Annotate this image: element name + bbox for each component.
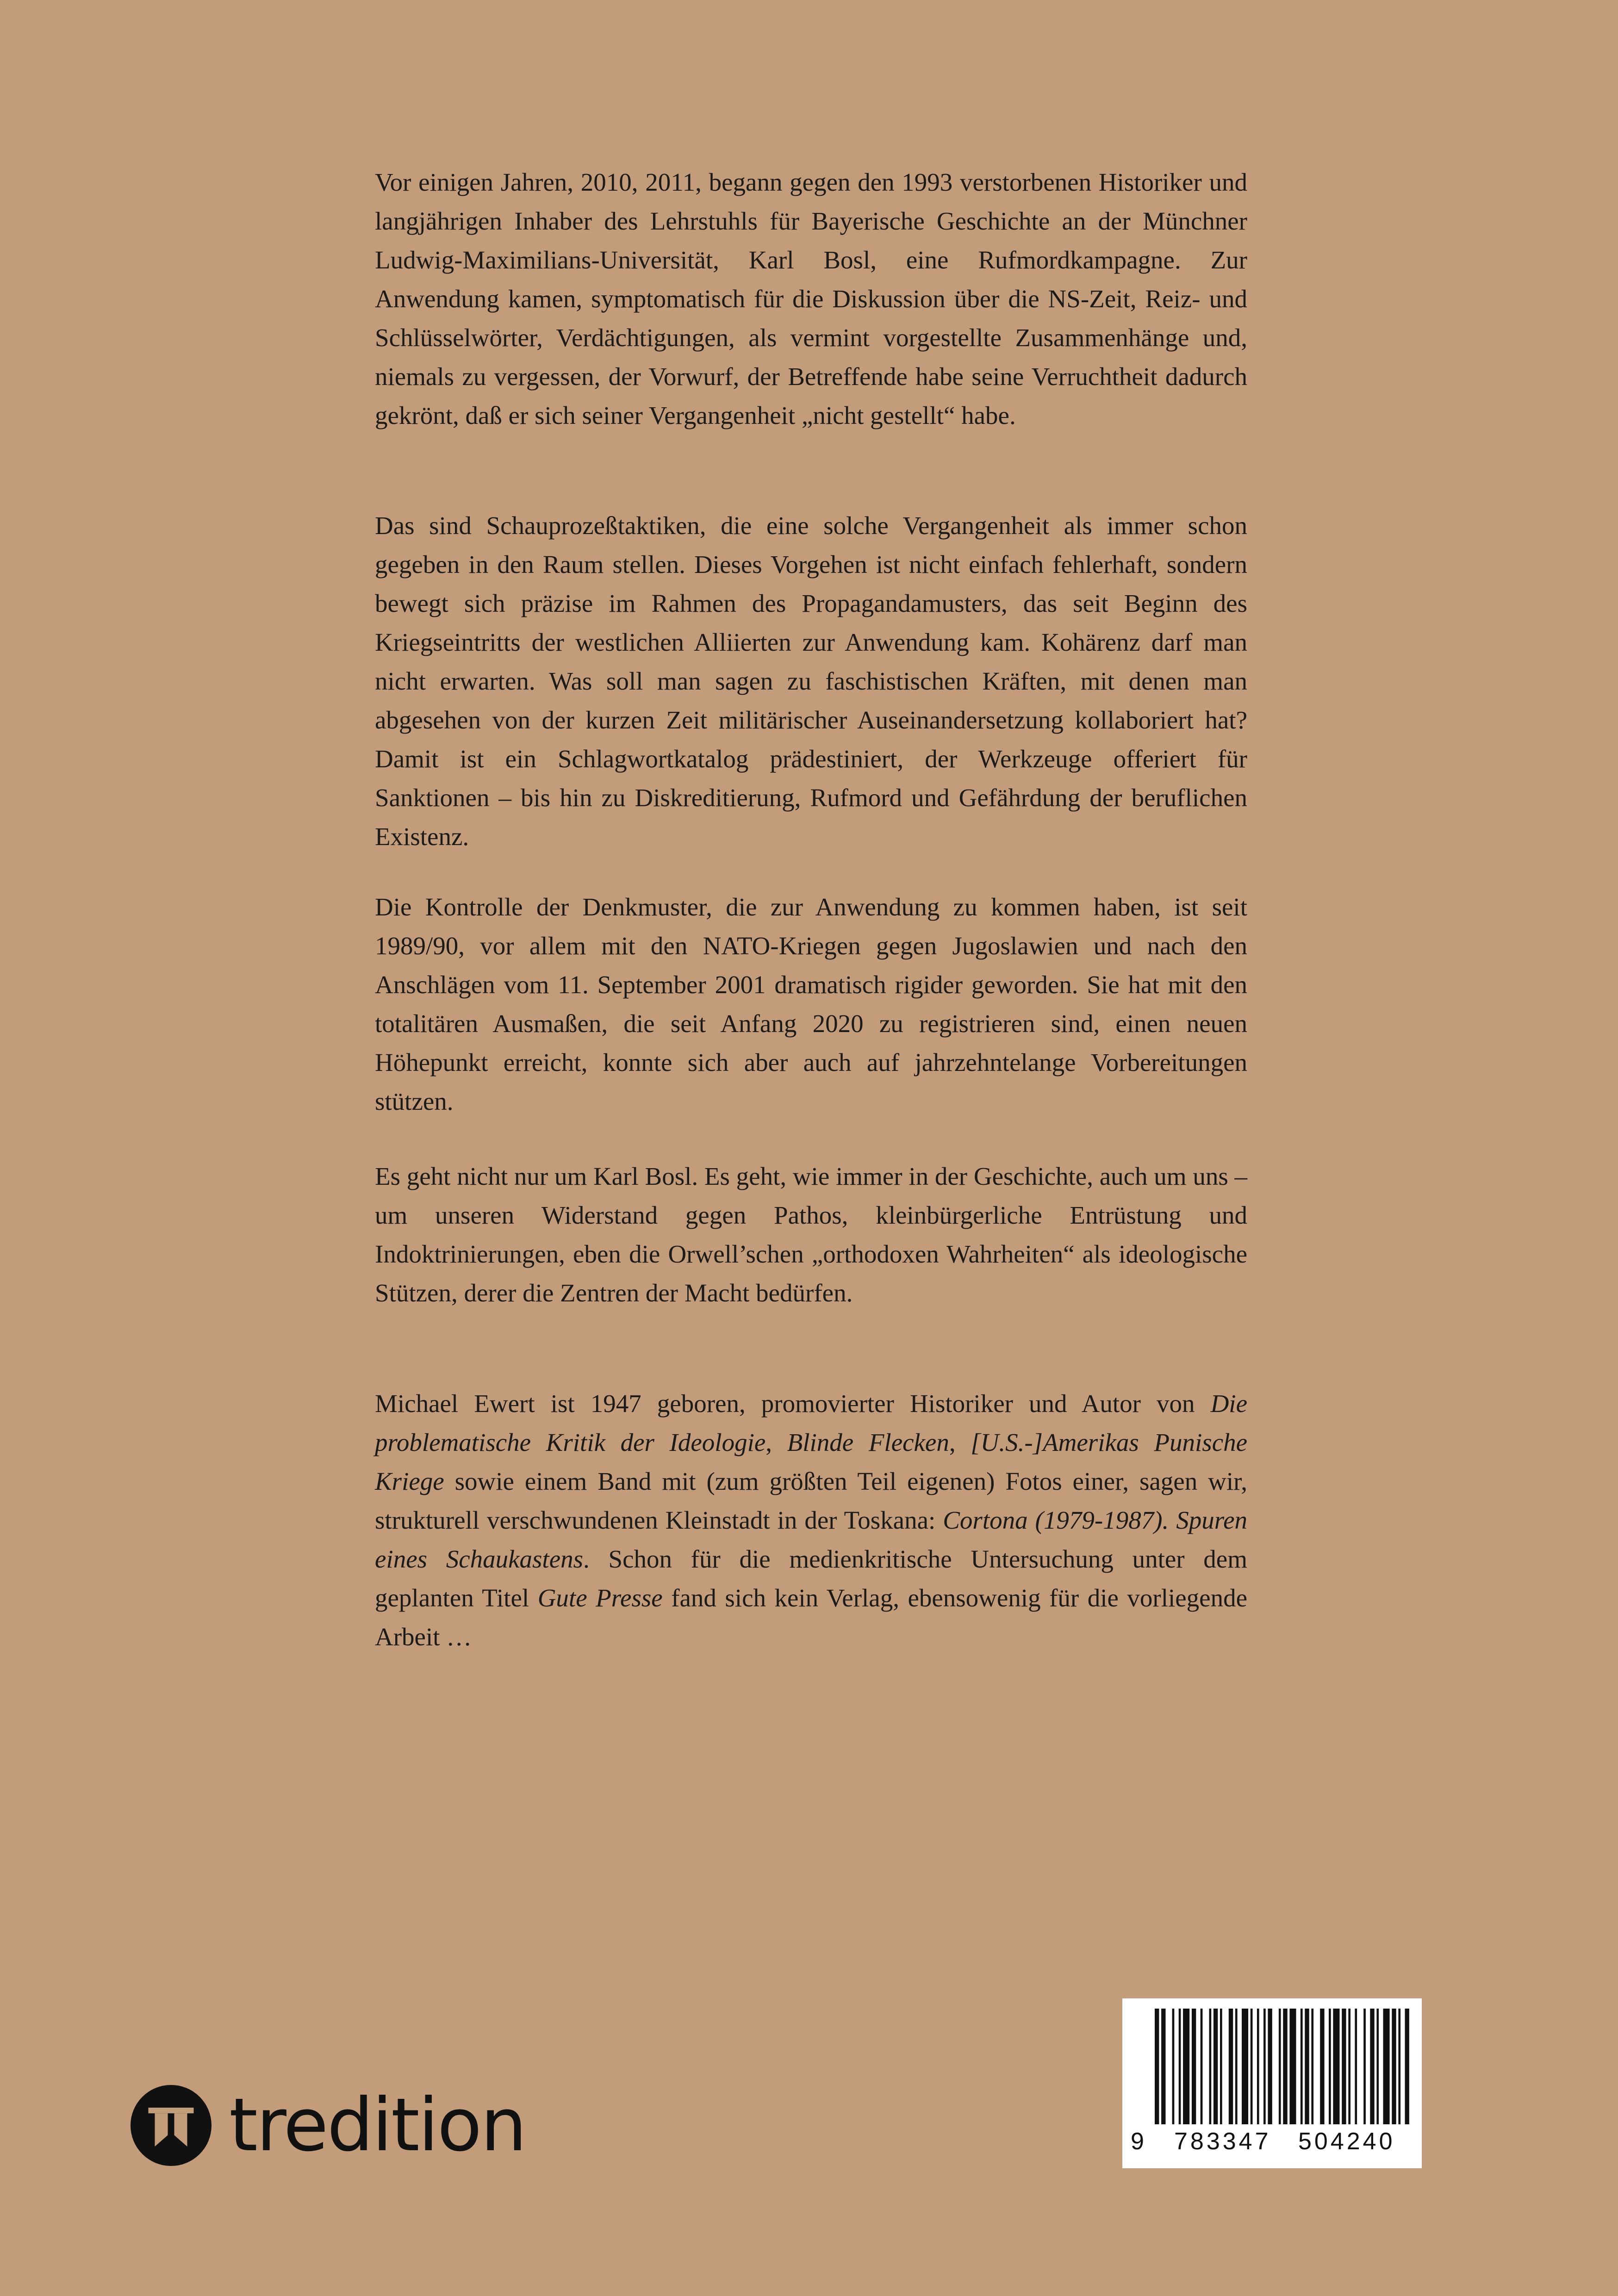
barcode-bar xyxy=(1329,2009,1331,2124)
barcode-bar xyxy=(1155,2009,1159,2124)
blurb-paragraph-1 xyxy=(375,163,1247,435)
barcode-bar xyxy=(1370,2009,1374,2124)
barcode-bar xyxy=(1283,2009,1287,2124)
barcode-bar xyxy=(1242,2009,1248,2124)
barcode-bar xyxy=(1201,2009,1203,2124)
blurb-paragraph-4 xyxy=(375,1157,1247,1313)
barcode-bar xyxy=(1214,2009,1218,2124)
blurb-paragraph-2-text: Das sind Schauprozeßtaktiken, die eine solche Vergangenheit als immer schon gegeben in den Raum stellen. Dieses Vorgehen ist nicht einfach fehlerhaft, sondern bewegt sich präzise im Rahmen des Propagandamusters, das seit Beginn des Kriegseintritts der westlichen Alliierten zur Anwendung kam. Kohärenz darf man nicht erwarten. Was soll man sagen zu faschistischen Kräften, mit denen man abgesehen von der kurzen Zeit militärischer Auseinandersetzung kollaboriert hat? Damit ist ein Schlagwortkatalog prädestiniert, der Werkzeuge offeriert für Sanktionen – bis hin zu Diskreditierung, Rufmord und Gefährdung der beruflichen Existenz. xyxy=(375,511,1247,851)
barcode-bar xyxy=(1235,2009,1238,2124)
barcode-bar xyxy=(1179,2009,1181,2124)
barcode-bar xyxy=(1279,2009,1281,2124)
barcode-bar xyxy=(1305,2009,1309,2124)
author-bio-text xyxy=(375,1384,1247,1656)
barcode-bar xyxy=(1161,2009,1165,2124)
author-bio-sep-1: , xyxy=(765,1428,787,1456)
book-title-4: Cortona (1979-1987). Spuren eines Schaukastens xyxy=(375,1506,1247,1573)
author-bio xyxy=(375,1384,1247,1656)
author-bio-text-2: sowie einem Band mit (zum größten Teil eigenen) Fotos einer, sagen wir, strukturell verschwundenen Kleinstadt in der Toskana: xyxy=(375,1467,1247,1534)
book-title-5: Gute Presse xyxy=(537,1584,663,1612)
barcode-bar xyxy=(1348,2009,1350,2124)
barcode-bar xyxy=(1268,2009,1272,2124)
barcode-bar xyxy=(1320,2009,1324,2124)
barcode-bar xyxy=(1376,2009,1379,2124)
barcode-bar xyxy=(1192,2009,1196,2124)
barcode-bar xyxy=(1289,2009,1296,2124)
author-bio-text-3: . Schon für die medienkritische Untersuchung unter dem geplanten Titel xyxy=(375,1545,1247,1612)
book-title-2: Blinde Flecken xyxy=(787,1428,949,1456)
barcode-digits-right: 504240 xyxy=(1298,2128,1395,2155)
barcode-bar xyxy=(1355,2009,1357,2124)
author-bio-sep-2: , xyxy=(949,1428,971,1456)
isbn-barcode xyxy=(1122,1998,1422,2168)
barcode-bar xyxy=(1405,2009,1409,2124)
publisher-logo xyxy=(131,2084,526,2167)
blurb-paragraph-4-text: Es geht nicht nur um Karl Bosl. Es geht, wie immer in der Geschichte, auch um uns – um unseren Widerstand gegen Pathos, kleinbürgerliche Entrüstung und Indoktrinierungen, eben die Orwell’schen „orthodoxen Wahrheiten“ als ideologische Stützen, derer die Zentren der Macht bedürfen. xyxy=(375,1162,1247,1307)
barcode-bar xyxy=(1209,2009,1212,2124)
barcode-bar xyxy=(1398,2009,1400,2124)
barcode-bar xyxy=(1392,2009,1396,2124)
blurb-paragraph-3 xyxy=(375,888,1247,1121)
barcode-bar xyxy=(1263,2009,1266,2124)
barcode-bar xyxy=(1383,2009,1390,2124)
barcode-bar xyxy=(1311,2009,1313,2124)
barcode-bar xyxy=(1251,2009,1253,2124)
barcode-bar xyxy=(1333,2009,1339,2124)
blurb-paragraph-1-text: Vor einigen Jahren, 2010, 2011, begann gegen den 1993 verstorbenen Historiker und langjährigen Inhaber des Lehrstuhls für Bayerische Geschichte an der Münchner Ludwig-Maximilians-Universität, Karl Bosl, eine Rufmordkampagne. Zur Anwendung kamen, symptomatisch für die Diskussion über die NS-Zeit, Reiz- und Schlüsselwörter, Verdächtigungen, als vermint vorgestellte Zusammenhänge und, niemals zu vergessen, der Vorwurf, der Betreffende habe seine Verruchtheit dadurch gekrönt, daß er sich seiner Vergangenheit „nicht gestellt“ habe. xyxy=(375,168,1247,429)
blurb-paragraph-3-text: Die Kontrolle der Denkmuster, die zur Anwendung zu kommen haben, ist seit 1989/90, vor allem mit den NATO-Kriegen gegen Jugoslawien und nach den Anschlägen vom 11. September 2001 dramatisch rigider geworden. Sie hat mit den totalitären Ausmaßen, die seit Anfang 2020 zu registrieren sind, einen neuen Höhepunkt erreicht, konnte sich aber auch auf jahrzehntelange Vorbereitungen stützen. xyxy=(375,893,1247,1115)
barcode-bar xyxy=(1363,2009,1366,2124)
blurb-paragraph-2 xyxy=(375,506,1247,856)
barcode-digits-left: 783347 xyxy=(1174,2128,1271,2155)
barcode-digit-first: 9 xyxy=(1131,2128,1147,2155)
barcode-bar xyxy=(1229,2009,1233,2124)
barcode-bar xyxy=(1301,2009,1303,2124)
barcode-bar xyxy=(1172,2009,1175,2124)
barcode-bar xyxy=(1342,2009,1346,2124)
publisher-name: tredition xyxy=(229,2083,526,2168)
tredition-logo-icon xyxy=(131,2085,212,2166)
author-bio-text-4: fand sich kein Verlag, ebensowenig für die vorliegende Arbeit … xyxy=(375,1584,1247,1651)
barcode-bar xyxy=(1257,2009,1259,2124)
author-bio-text-1: Michael Ewert ist 1947 geboren, promovierter Historiker und Autor von xyxy=(375,1389,1211,1418)
barcode-bar xyxy=(1183,2009,1189,2124)
book-title-3: [U.S.-]Amerikas Punische Kriege xyxy=(375,1428,1248,1495)
book-title-1: Die problematische Kritik der Ideologie xyxy=(375,1389,1247,1456)
barcode-bar xyxy=(1220,2009,1222,2124)
